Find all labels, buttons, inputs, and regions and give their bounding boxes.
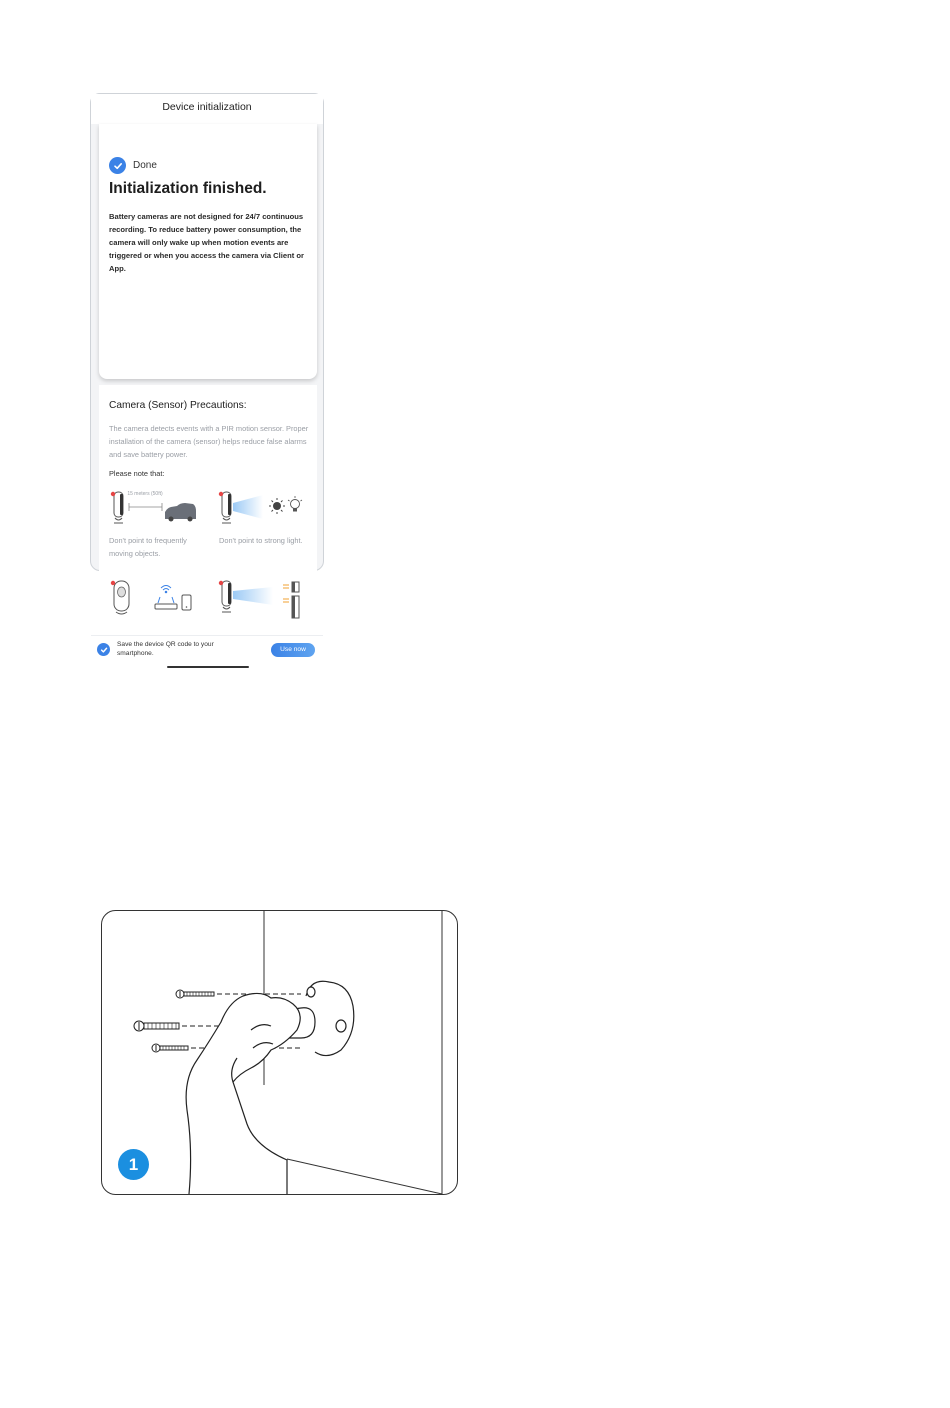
qr-save-text: Save the device QR code to your smartphone. xyxy=(117,641,214,657)
router-icon xyxy=(155,597,177,609)
sun-icon xyxy=(269,498,285,514)
done-status xyxy=(109,157,157,174)
window-illustration xyxy=(215,577,315,621)
use-now-button[interactable]: Use now xyxy=(271,643,315,657)
precautions-note: Please note that: xyxy=(109,469,165,478)
check-icon xyxy=(109,157,126,174)
bottom-bar xyxy=(91,635,323,671)
home-indicator xyxy=(167,666,249,668)
camera-icon xyxy=(219,581,231,612)
nav-title: Device initialization xyxy=(91,94,323,124)
distance-label: 15 meters (50ft) xyxy=(127,491,163,497)
camera-icon xyxy=(219,492,231,523)
phone-screen xyxy=(90,93,324,657)
bulb-icon xyxy=(288,496,302,512)
window-icon xyxy=(283,582,299,618)
car-icon xyxy=(165,503,196,522)
wifi-icon xyxy=(161,586,171,593)
tip-moving-objects: Don't point to frequently moving objects. xyxy=(109,536,187,558)
check-icon xyxy=(100,646,108,654)
precautions-description: The camera detects events with a PIR motion sensor. Proper installation of the camera (sensor) helps reduce false alarms and save battery power. xyxy=(109,424,309,459)
step-number-badge: 1 xyxy=(118,1149,149,1180)
done-label: Done xyxy=(133,160,157,171)
camera-icon xyxy=(111,492,123,523)
screw-icon xyxy=(134,1021,179,1031)
init-title: Initialization finished. xyxy=(109,180,267,197)
init-description: Battery cameras are not designed for 24/7 continuous recording. To reduce battery power consumption, the camera will only wake up when motion events are triggered or when you access the camera via Client or App. xyxy=(109,212,304,273)
precautions-card xyxy=(99,385,317,635)
init-status-card xyxy=(99,124,317,379)
wall-mount-drawing xyxy=(101,910,458,1195)
qr-save-checkbox[interactable] xyxy=(97,643,110,656)
phone-icon xyxy=(182,595,191,610)
installation-illustration xyxy=(101,910,458,1195)
camera-icon xyxy=(111,581,129,614)
strong-light-illustration xyxy=(215,489,315,527)
wireless-interference-illustration xyxy=(105,577,205,621)
tip-strong-light: Don't point to strong light. xyxy=(219,536,303,545)
moving-objects-illustration xyxy=(105,489,205,527)
precautions-title: Camera (Sensor) Precautions: xyxy=(109,400,247,411)
